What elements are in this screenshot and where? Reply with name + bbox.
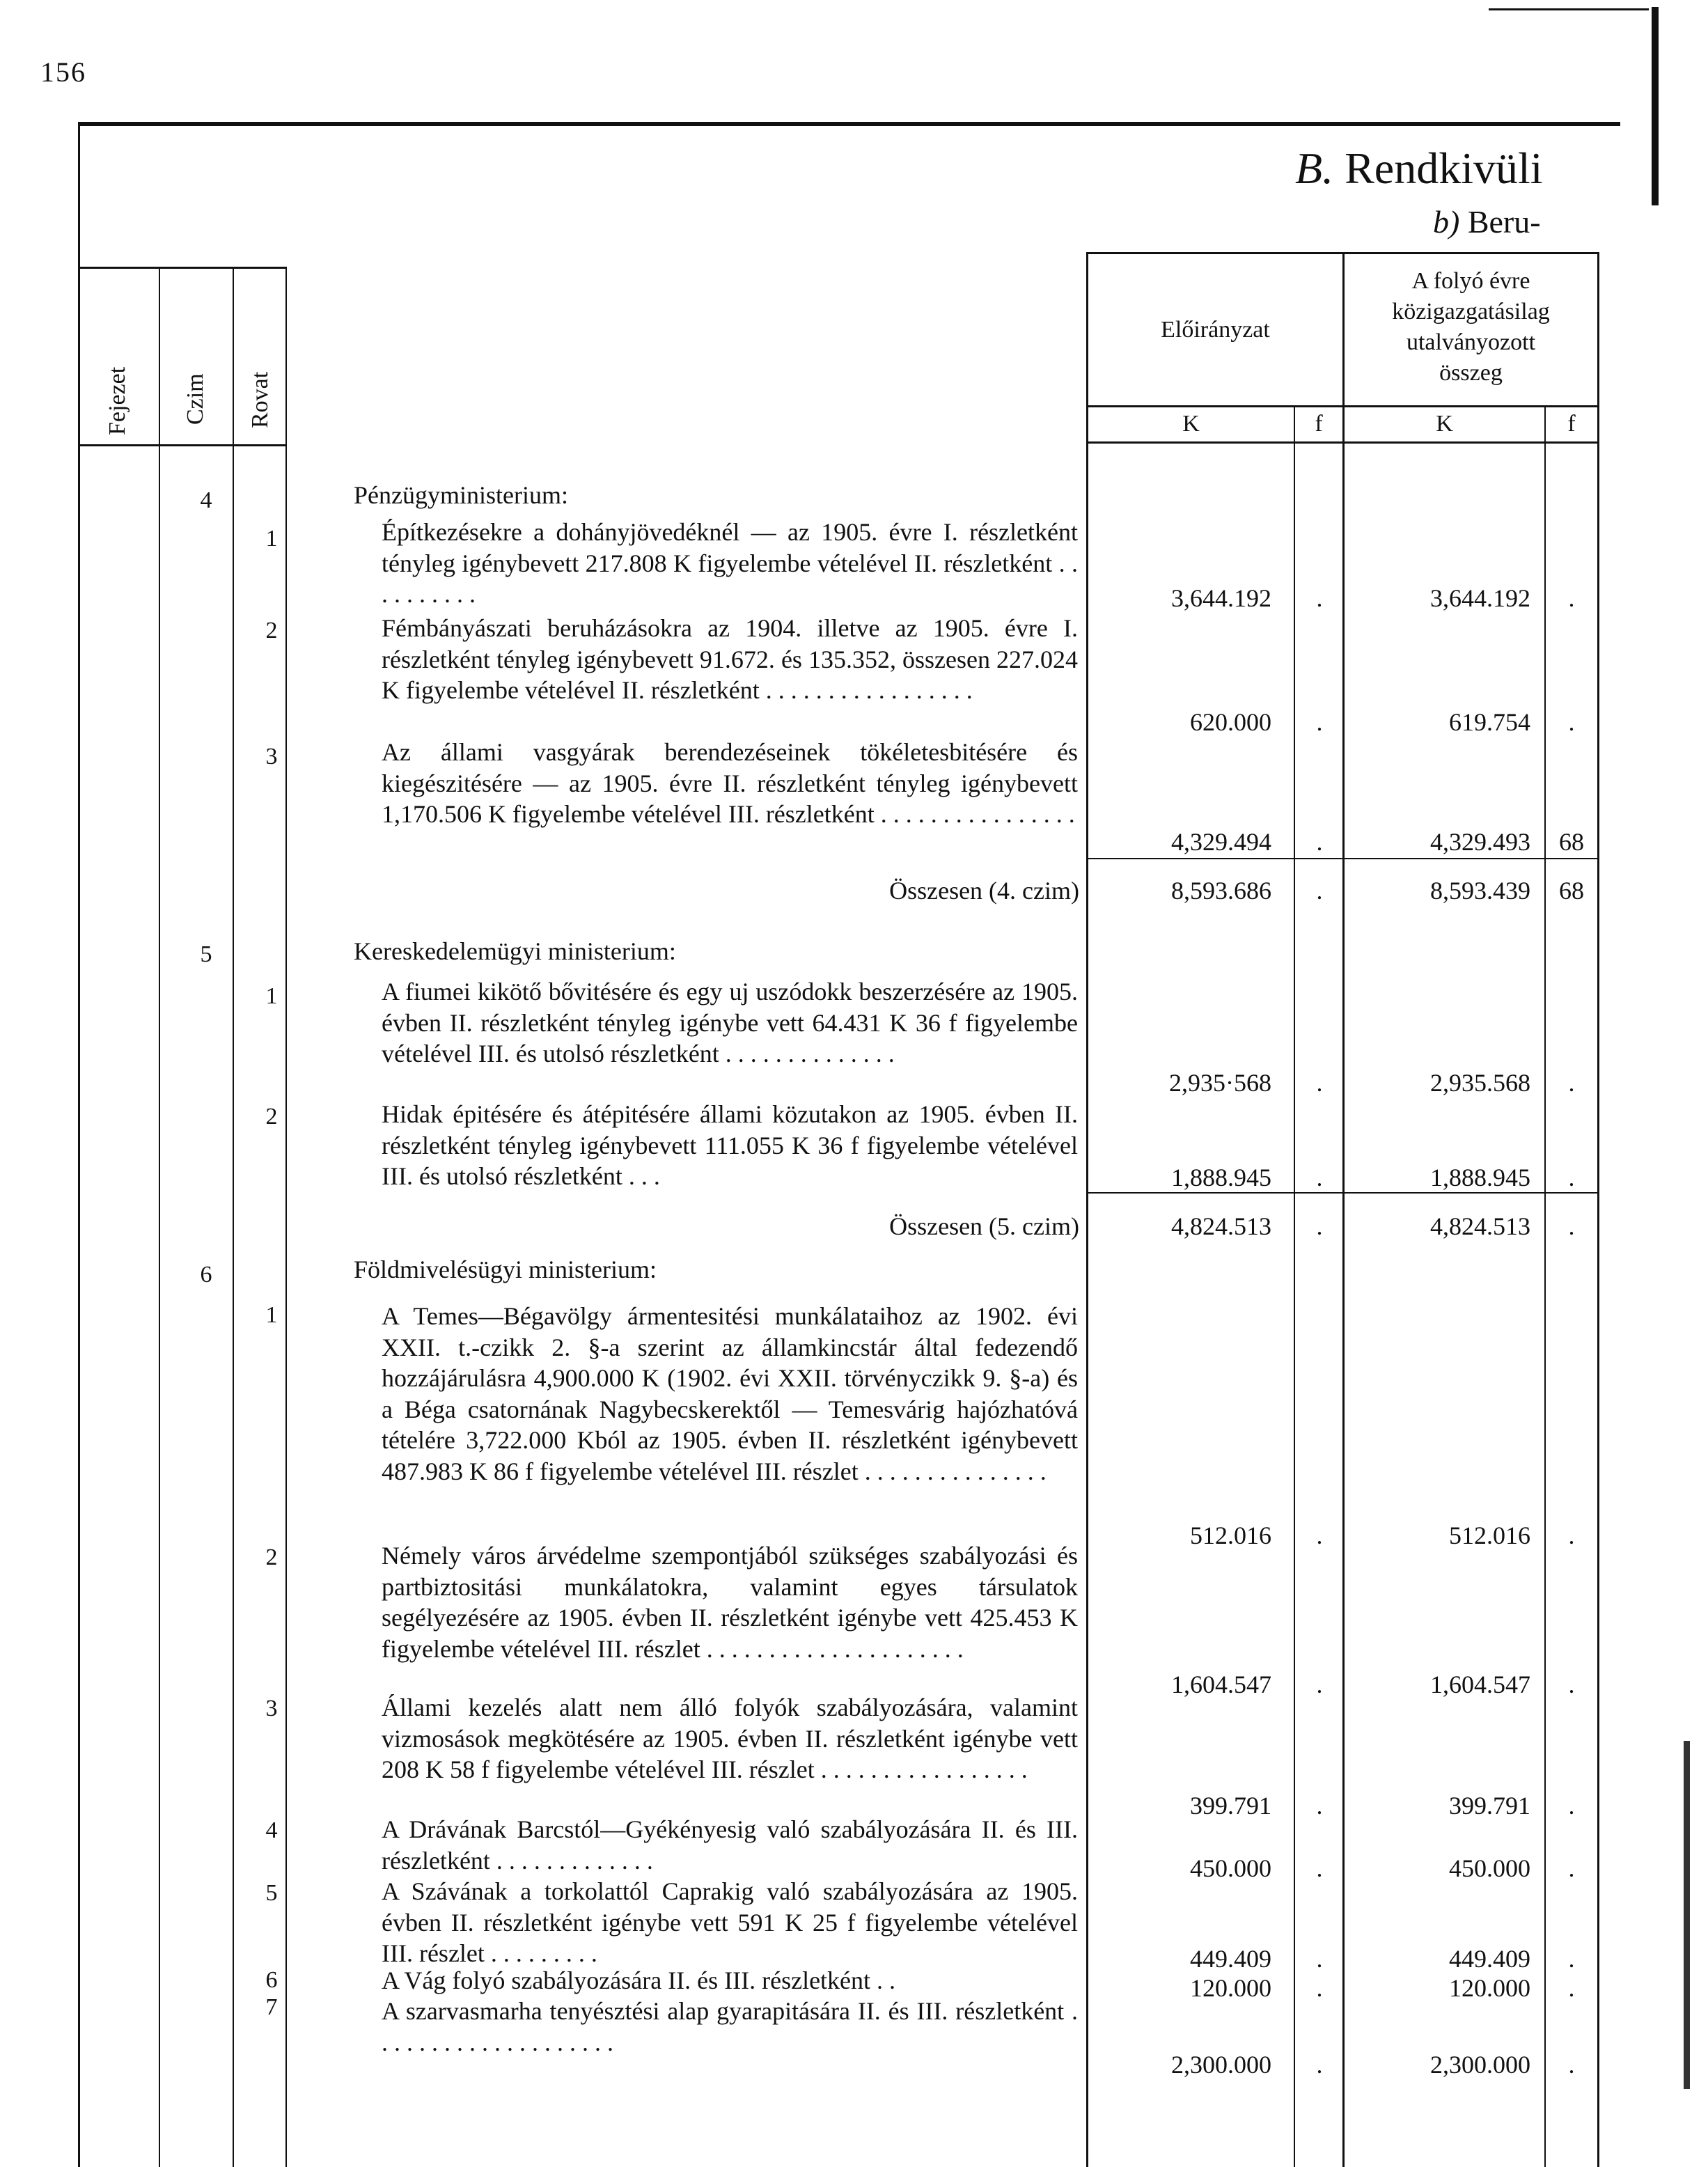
col-header-k1: K bbox=[1182, 411, 1200, 437]
col-rule-eloiranyzat bbox=[1086, 252, 1088, 2167]
col-rule-utal bbox=[1342, 252, 1345, 2167]
col-header-utal-line: utalványozott bbox=[1406, 329, 1536, 355]
amount-eloiranyzat: 399.791 bbox=[1190, 1792, 1271, 1820]
rovat-number: 7 bbox=[265, 1994, 278, 2020]
rovat-number: 1 bbox=[265, 1302, 278, 1328]
subtotal-utalvanyozott: 8,593.439 bbox=[1430, 877, 1530, 905]
amount-eloiranyzat-f: . bbox=[1316, 2051, 1323, 2079]
amount-utalvanyozott-f: . bbox=[1568, 1945, 1575, 1973]
col-header-fejezet: Fejezet bbox=[104, 366, 130, 435]
subtotal-eloiranyzat-f: . bbox=[1316, 1212, 1323, 1240]
subtotal-eloiranyzat-f: . bbox=[1316, 877, 1323, 905]
col-header-f1: f bbox=[1315, 411, 1323, 437]
amount-utalvanyozott-f: . bbox=[1568, 2051, 1575, 2079]
item-text: Az állami vasgyárak berendezéseinek tökéletesbitésére és kiegészitésére — az 1905. évre II. részletként tényleg igénybevett 1,170.506 K figyelembe vételével III. részletként . . . . . . . . . . . . . . . . bbox=[382, 738, 1078, 828]
rovat-number: 4 bbox=[265, 1817, 278, 1843]
col-rule-fejezet bbox=[159, 267, 160, 2167]
amount-utalvanyozott-f: . bbox=[1568, 1069, 1575, 1097]
item-text: Hidak épitésére és átépitésére állami közutakon az 1905. évben II. részletként tényleg igénybevett 111.055 K 36 f figyelembe vételével III. és utolsó részletként . . . bbox=[382, 1100, 1078, 1190]
amount-utalvanyozott-f: . bbox=[1568, 1792, 1575, 1820]
col-header-rovat: Rovat bbox=[247, 371, 273, 428]
col-rule-elo-f bbox=[1294, 405, 1295, 2167]
amount-eloiranyzat-f: . bbox=[1316, 1671, 1323, 1698]
col-header-czim: Czim bbox=[182, 373, 208, 425]
rovat-number: 2 bbox=[265, 1104, 278, 1129]
amount-utalvanyozott: 450.000 bbox=[1449, 1854, 1530, 1882]
amount-eloiranyzat: 2,935·568 bbox=[1169, 1069, 1271, 1097]
subtotal-utalvanyozott: 4,824.513 bbox=[1430, 1212, 1530, 1240]
amount-eloiranyzat-f: . bbox=[1316, 1521, 1323, 1549]
amount-eloiranyzat: 3,644.192 bbox=[1171, 584, 1271, 612]
amount-utalvanyozott-f: . bbox=[1568, 584, 1575, 612]
item-text: A Drávának Barcstól—Gyékényesig való szabályozására II. és III. részletként . . . . . . . . . . . . . bbox=[382, 1815, 1078, 1875]
amount-utalvanyozott-f: 68 bbox=[1559, 828, 1584, 856]
item-text: Építkezésekre a dohányjövedéknél — az 1905. évre I. részletként tényleg igénybevett 217.808 K figyelembe vételével II. részletként . . . . . . . . . . bbox=[382, 518, 1078, 608]
amount-eloiranyzat-f: . bbox=[1316, 1854, 1323, 1882]
amount-utalvanyozott-f: . bbox=[1568, 1164, 1575, 1191]
amount-utalvanyozott: 2,300.000 bbox=[1430, 2051, 1530, 2079]
col-rule-utal-f bbox=[1544, 405, 1546, 2167]
subtotal-label: Összesen (4. czim) bbox=[889, 877, 1079, 905]
amount-eloiranyzat-f: . bbox=[1316, 1974, 1323, 2002]
section-title: Pénzügyministerium: bbox=[354, 481, 568, 509]
amount-eloiranyzat-f: . bbox=[1316, 584, 1323, 612]
rovat-number: 3 bbox=[265, 1696, 278, 1721]
col-rule-czim bbox=[233, 267, 234, 2167]
amount-eloiranyzat-f: . bbox=[1316, 1945, 1323, 1973]
scan-edge-mark bbox=[1684, 1741, 1690, 2089]
rovat-number: 6 bbox=[265, 1967, 278, 1993]
amount-utalvanyozott: 2,935.568 bbox=[1430, 1069, 1530, 1097]
amount-eloiranyzat: 4,329.494 bbox=[1171, 828, 1271, 856]
amount-utalvanyozott: 3,644.192 bbox=[1430, 584, 1530, 612]
amount-eloiranyzat: 449.409 bbox=[1190, 1945, 1271, 1973]
page-subtitle: b) Beru- bbox=[1433, 204, 1541, 240]
amount-utalvanyozott: 399.791 bbox=[1449, 1792, 1530, 1820]
col-rule-right bbox=[1597, 252, 1599, 2167]
col-header-f2: f bbox=[1567, 411, 1576, 437]
amount-eloiranyzat-f: . bbox=[1316, 708, 1323, 736]
page-title: B. Rendkivüli bbox=[1295, 143, 1543, 193]
amount-utalvanyozott-f: . bbox=[1568, 1974, 1575, 2002]
scan-edge-mark bbox=[1652, 7, 1659, 205]
item-text: A szarvasmarha tenyésztési alap gyarapitására II. és III. részletként . . . . . . . . . . . . . . . . . . . . bbox=[382, 1997, 1078, 2056]
amount-utalvanyozott-f: . bbox=[1568, 1854, 1575, 1882]
amount-eloiranyzat: 512.016 bbox=[1190, 1521, 1271, 1549]
item-text: A Szávának a torkolattól Caprakig való szabályozására az 1905. évben II. részletként igénybe vett 591 K 25 f figyelembe vételével III. részlet . . . . . . . . . bbox=[382, 1877, 1078, 1967]
col-header-utal-line: közigazgatásilag bbox=[1392, 299, 1550, 324]
col-header-utalvanyozott bbox=[1345, 266, 1597, 389]
amount-eloiranyzat-f: . bbox=[1316, 828, 1323, 856]
header-left-rule bbox=[78, 267, 287, 269]
rovat-number: 1 bbox=[265, 526, 278, 551]
amount-eloiranyzat: 450.000 bbox=[1190, 1854, 1271, 1882]
subtotal-rule bbox=[1086, 1192, 1599, 1194]
scan-edge-mark bbox=[1489, 8, 1649, 10]
amount-eloiranyzat: 1,888.945 bbox=[1171, 1164, 1271, 1191]
subtotal-eloiranyzat: 4,824.513 bbox=[1171, 1212, 1271, 1240]
col-header-utal-line: A folyó évre bbox=[1411, 268, 1530, 294]
col-rule-left bbox=[78, 122, 80, 2167]
subtotal-utalvanyozott-f: 68 bbox=[1559, 877, 1584, 905]
col-header-utal-line: összeg bbox=[1439, 360, 1503, 386]
item-text: Fémbányászati beruházásokra az 1904. illetve az 1905. évre I. részletként tényleg igénybevett 91.672. és 135.352, összesen 227.024 K figyelembe vételével II. részletként . . . . . . . . . . . . . . . . . bbox=[382, 614, 1078, 704]
item-text: Némely város árvédelme szempontjából szükséges szabályozási és partbiztositási munkálatokra, valamint egyes társulatok segélyezésére az 1905. évben II. részletként igénybe vett 425.453 K figyelembe vételével III. részlet . . . . . . . . . . . . . . . . . . . . . bbox=[382, 1542, 1078, 1663]
amount-eloiranyzat: 120.000 bbox=[1190, 1974, 1271, 2002]
amount-utalvanyozott: 1,888.945 bbox=[1430, 1164, 1530, 1191]
item-text: Állami kezelés alatt nem álló folyók szabályozására, valamint vizmosások megkötésére az 1905. évben II. részletként igénybe vett 208 K 58 f figyelembe vételével III. részlet . . . . . . . . . . . . . . . . . bbox=[382, 1693, 1078, 1783]
amount-utalvanyozott: 619.754 bbox=[1449, 708, 1530, 736]
col-header-eloiranyzat: Előirányzat bbox=[1161, 317, 1270, 343]
item-text: A Temes—Bégavölgy ármentesitési munkálataihoz az 1902. évi XXII. t.-czikk 2. §-a szerint az államkincstár által fedezendő hozzájárulásra 4,900.000 K (1902. évi XXII. törvényczikk 9. §-a) és a Béga csatornának Nagybecskerektől — Temesvárig hajózhatóvá tételére 3,722.000 Kból az 1905. évben II. részletként igénybevett 487.983 K 86 f figyelembe vételével III. részlet . . . . . . . . . . . . . . . bbox=[382, 1302, 1078, 1485]
czim-number: 6 bbox=[200, 1262, 212, 1288]
czim-number: 4 bbox=[200, 487, 212, 513]
page-number: 156 bbox=[40, 56, 86, 88]
section-title: Kereskedelemügyi ministerium: bbox=[354, 937, 676, 965]
amount-eloiranyzat-f: . bbox=[1316, 1164, 1323, 1191]
item-text: A fiumei kikötő bővitésére és egy uj uszódokk beszerzésére az 1905. évben II. részletként tényleg igénybe vett 64.431 K 36 f figyelembe vételével III. és utolsó részletként . . . . . . . . . . . . . . bbox=[382, 978, 1078, 1067]
header-bottom-rule bbox=[78, 444, 287, 446]
amount-utalvanyozott-f: . bbox=[1568, 1521, 1575, 1549]
amount-utalvanyozott-f: . bbox=[1568, 708, 1575, 736]
amount-utalvanyozott-f: . bbox=[1568, 1671, 1575, 1698]
amount-eloiranyzat: 2,300.000 bbox=[1171, 2051, 1271, 2079]
amount-utalvanyozott: 1,604.547 bbox=[1430, 1671, 1530, 1698]
amount-eloiranyzat: 620.000 bbox=[1190, 708, 1271, 736]
subtotal-label: Összesen (5. czim) bbox=[889, 1212, 1079, 1240]
subtotal-eloiranyzat: 8,593.686 bbox=[1171, 877, 1271, 905]
rovat-number: 1 bbox=[265, 983, 278, 1009]
rovat-number: 5 bbox=[265, 1880, 278, 1906]
amount-utalvanyozott: 4,329.493 bbox=[1430, 828, 1530, 856]
rovat-number: 2 bbox=[265, 618, 278, 643]
amount-utalvanyozott: 449.409 bbox=[1449, 1945, 1530, 1973]
rovat-number: 3 bbox=[265, 744, 278, 769]
rovat-number: 2 bbox=[265, 1544, 278, 1570]
item-text: A Vág folyó szabályozására II. és III. részletként . . bbox=[382, 1966, 896, 1994]
col-rule-rovat bbox=[285, 267, 287, 2167]
subtotal-rule bbox=[1086, 858, 1599, 859]
amount-utalvanyozott: 512.016 bbox=[1449, 1521, 1530, 1549]
czim-number: 5 bbox=[200, 941, 212, 967]
amount-utalvanyozott: 120.000 bbox=[1449, 1974, 1530, 2002]
amount-eloiranyzat-f: . bbox=[1316, 1792, 1323, 1820]
table-top-rule bbox=[78, 122, 1620, 126]
amount-eloiranyzat: 1,604.547 bbox=[1171, 1671, 1271, 1698]
amount-eloiranyzat-f: . bbox=[1316, 1069, 1323, 1097]
col-header-k2: K bbox=[1436, 411, 1453, 437]
subtotal-utalvanyozott-f: . bbox=[1568, 1212, 1575, 1240]
section-title: Földmivelésügyi ministerium: bbox=[354, 1255, 657, 1283]
